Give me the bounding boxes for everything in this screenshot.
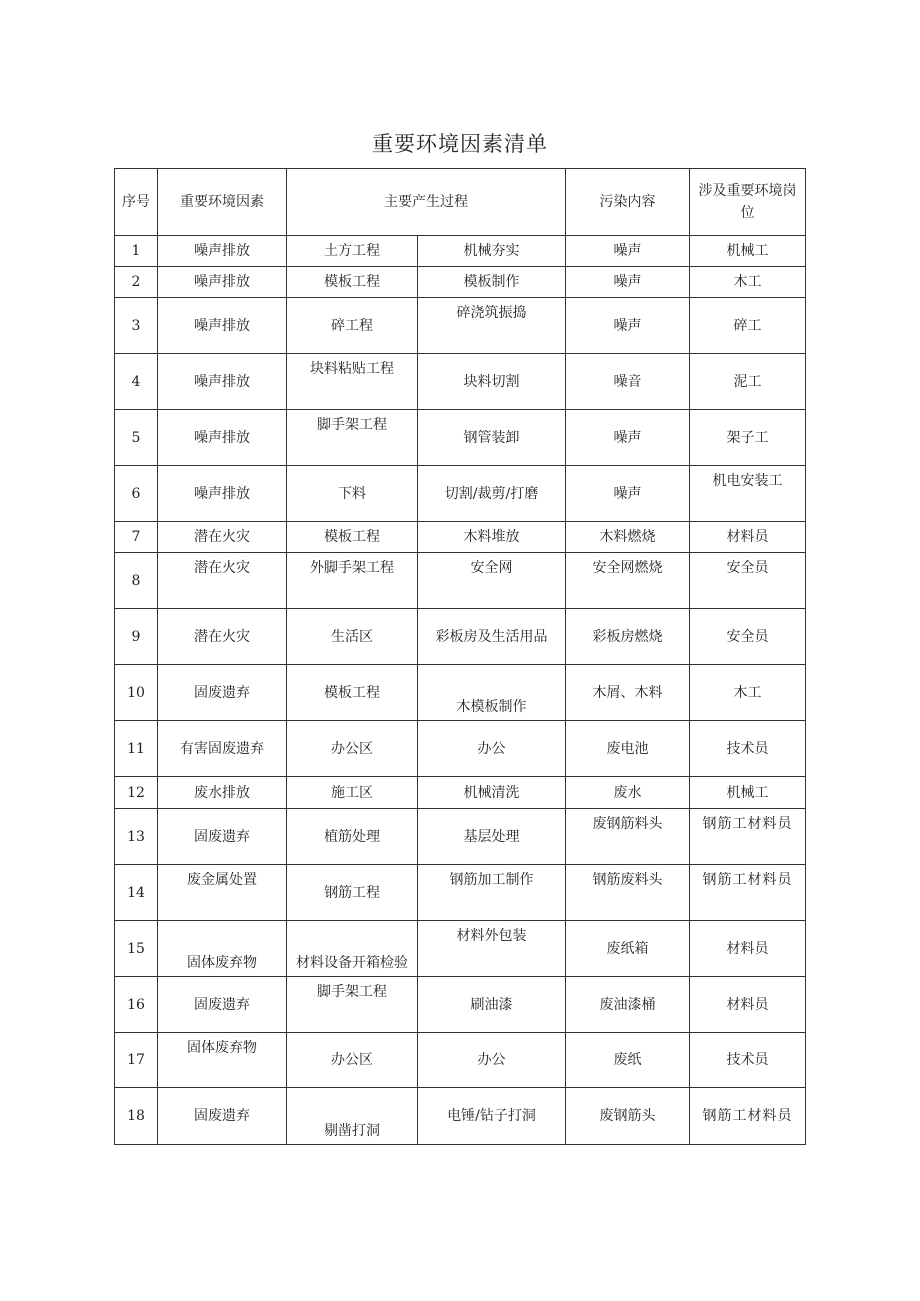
cell-factor: 固体废弃物 bbox=[158, 921, 287, 977]
cell-process-main: 脚手架工程 bbox=[287, 977, 418, 1033]
cell-factor: 潜在火灾 bbox=[158, 522, 287, 553]
cell-factor: 噪声排放 bbox=[158, 466, 287, 522]
cell-post: 碎工 bbox=[690, 298, 806, 354]
cell-process-detail: 模板制作 bbox=[418, 267, 566, 298]
cell-factor: 固废遗弃 bbox=[158, 665, 287, 721]
cell-seq: 17 bbox=[115, 1033, 158, 1088]
table-row bbox=[115, 298, 806, 354]
cell-seq: 6 bbox=[115, 466, 158, 522]
cell-pollution: 废电池 bbox=[566, 721, 690, 777]
cell-seq: 13 bbox=[115, 809, 158, 865]
cell-seq: 16 bbox=[115, 977, 158, 1033]
cell-seq: 9 bbox=[115, 609, 158, 665]
cell-process-detail: 钢管装卸 bbox=[418, 410, 566, 466]
table-row bbox=[115, 865, 806, 921]
cell-factor: 固体废弃物 bbox=[158, 1033, 287, 1088]
cell-process-detail: 材料外包装 bbox=[418, 921, 566, 977]
table-row bbox=[115, 553, 806, 609]
cell-process-detail: 木料堆放 bbox=[418, 522, 566, 553]
cell-pollution: 噪声 bbox=[566, 298, 690, 354]
table-row bbox=[115, 522, 806, 553]
cell-seq: 4 bbox=[115, 354, 158, 410]
cell-process-detail: 碎浇筑振捣 bbox=[418, 298, 566, 354]
cell-process-main: 材料设备开箱检验 bbox=[287, 921, 418, 977]
table-header-row bbox=[115, 169, 806, 236]
cell-post: 架子工 bbox=[690, 410, 806, 466]
cell-process-main: 办公区 bbox=[287, 721, 418, 777]
cell-seq: 5 bbox=[115, 410, 158, 466]
cell-process-main: 外脚手架工程 bbox=[287, 553, 418, 609]
table-row bbox=[115, 1033, 806, 1088]
cell-pollution: 木屑、木料 bbox=[566, 665, 690, 721]
cell-post: 材料员 bbox=[690, 921, 806, 977]
cell-pollution: 噪声 bbox=[566, 410, 690, 466]
header-post: 涉及重要环境岗位 bbox=[690, 169, 806, 236]
cell-process-detail: 切割/裁剪/打磨 bbox=[418, 466, 566, 522]
page-title: 重要环境因素清单 bbox=[372, 132, 548, 156]
cell-pollution: 噪声 bbox=[566, 466, 690, 522]
cell-process-main: 脚手架工程 bbox=[287, 410, 418, 466]
cell-seq: 7 bbox=[115, 522, 158, 553]
cell-process-detail: 钢筋加工制作 bbox=[418, 865, 566, 921]
cell-process-detail: 彩板房及生活用品 bbox=[418, 609, 566, 665]
table-row bbox=[115, 721, 806, 777]
cell-process-main: 生活区 bbox=[287, 609, 418, 665]
table-row bbox=[115, 410, 806, 466]
table-row bbox=[115, 777, 806, 809]
cell-post: 机械工 bbox=[690, 236, 806, 267]
cell-factor: 噪声排放 bbox=[158, 267, 287, 298]
cell-post: 木工 bbox=[690, 267, 806, 298]
cell-factor: 废金属处置 bbox=[158, 865, 287, 921]
cell-process-main: 下料 bbox=[287, 466, 418, 522]
cell-process-detail: 木模板制作 bbox=[418, 665, 566, 721]
cell-post: 技术员 bbox=[690, 721, 806, 777]
cell-post: 泥工 bbox=[690, 354, 806, 410]
environment-factors-table bbox=[114, 168, 806, 1145]
cell-post: 机电安装工 bbox=[690, 466, 806, 522]
cell-seq: 18 bbox=[115, 1088, 158, 1145]
cell-factor: 固废遗弃 bbox=[158, 1088, 287, 1145]
cell-process-main: 植筋处理 bbox=[287, 809, 418, 865]
cell-seq: 15 bbox=[115, 921, 158, 977]
cell-pollution: 废纸 bbox=[566, 1033, 690, 1088]
cell-process-main: 块料粘贴工程 bbox=[287, 354, 418, 410]
table-row bbox=[115, 1088, 806, 1145]
cell-process-main: 办公区 bbox=[287, 1033, 418, 1088]
cell-factor: 有害固废遗弃 bbox=[158, 721, 287, 777]
cell-seq: 8 bbox=[115, 553, 158, 609]
table-row bbox=[115, 977, 806, 1033]
cell-process-main: 模板工程 bbox=[287, 665, 418, 721]
cell-process-main: 剔凿打洞 bbox=[287, 1088, 418, 1145]
cell-pollution: 木料燃烧 bbox=[566, 522, 690, 553]
cell-factor: 噪声排放 bbox=[158, 354, 287, 410]
cell-process-detail: 基层处理 bbox=[418, 809, 566, 865]
cell-factor: 潜在火灾 bbox=[158, 553, 287, 609]
cell-process-detail: 刷油漆 bbox=[418, 977, 566, 1033]
cell-seq: 2 bbox=[115, 267, 158, 298]
cell-process-detail: 电锤/钻子打洞 bbox=[418, 1088, 566, 1145]
cell-pollution: 废油漆桶 bbox=[566, 977, 690, 1033]
table-row bbox=[115, 809, 806, 865]
cell-seq: 14 bbox=[115, 865, 158, 921]
cell-process-detail: 块料切割 bbox=[418, 354, 566, 410]
table-row bbox=[115, 236, 806, 267]
cell-pollution: 安全网燃烧 bbox=[566, 553, 690, 609]
cell-pollution: 废钢筋头 bbox=[566, 1088, 690, 1145]
cell-pollution: 噪声 bbox=[566, 267, 690, 298]
cell-factor: 噪声排放 bbox=[158, 298, 287, 354]
cell-pollution: 彩板房燃烧 bbox=[566, 609, 690, 665]
cell-process-main: 施工区 bbox=[287, 777, 418, 809]
cell-process-detail: 安全网 bbox=[418, 553, 566, 609]
cell-seq: 11 bbox=[115, 721, 158, 777]
table-row bbox=[115, 354, 806, 410]
cell-process-detail: 机械夯实 bbox=[418, 236, 566, 267]
table-row bbox=[115, 665, 806, 721]
cell-seq: 12 bbox=[115, 777, 158, 809]
cell-post: 机械工 bbox=[690, 777, 806, 809]
cell-factor: 废水排放 bbox=[158, 777, 287, 809]
cell-factor: 噪声排放 bbox=[158, 410, 287, 466]
cell-process-main: 土方工程 bbox=[287, 236, 418, 267]
cell-factor: 潜在火灾 bbox=[158, 609, 287, 665]
table-row bbox=[115, 466, 806, 522]
cell-process-detail: 机械清洗 bbox=[418, 777, 566, 809]
cell-post: 木工 bbox=[690, 665, 806, 721]
cell-process-main: 模板工程 bbox=[287, 267, 418, 298]
cell-factor: 固废遗弃 bbox=[158, 809, 287, 865]
header-factor: 重要环境因素 bbox=[158, 169, 287, 236]
header-process: 主要产生过程 bbox=[287, 169, 566, 236]
cell-process-main: 模板工程 bbox=[287, 522, 418, 553]
cell-pollution: 废纸箱 bbox=[566, 921, 690, 977]
cell-process-detail: 办公 bbox=[418, 721, 566, 777]
cell-post: 安全员 bbox=[690, 553, 806, 609]
cell-pollution: 钢筋废料头 bbox=[566, 865, 690, 921]
table-row bbox=[115, 609, 806, 665]
cell-post: 材料员 bbox=[690, 977, 806, 1033]
cell-process-main: 钢筋工程 bbox=[287, 865, 418, 921]
cell-post: 材料员 bbox=[690, 522, 806, 553]
cell-seq: 1 bbox=[115, 236, 158, 267]
cell-factor: 噪声排放 bbox=[158, 236, 287, 267]
cell-pollution: 噪音 bbox=[566, 354, 690, 410]
cell-process-detail: 办公 bbox=[418, 1033, 566, 1088]
cell-post: 安全员 bbox=[690, 609, 806, 665]
table-row bbox=[115, 921, 806, 977]
header-pollution: 污染内容 bbox=[566, 169, 690, 236]
cell-post: 钢筋工材料员 bbox=[690, 865, 806, 921]
cell-factor: 固废遗弃 bbox=[158, 977, 287, 1033]
cell-post: 技术员 bbox=[690, 1033, 806, 1088]
cell-pollution: 废水 bbox=[566, 777, 690, 809]
cell-pollution: 噪声 bbox=[566, 236, 690, 267]
cell-seq: 3 bbox=[115, 298, 158, 354]
table-row bbox=[115, 267, 806, 298]
cell-process-main: 碎工程 bbox=[287, 298, 418, 354]
cell-post: 钢筋工材料员 bbox=[690, 1088, 806, 1145]
cell-post: 钢筋工材料员 bbox=[690, 809, 806, 865]
cell-seq: 10 bbox=[115, 665, 158, 721]
header-seq: 序号 bbox=[115, 169, 158, 236]
cell-pollution: 废钢筋料头 bbox=[566, 809, 690, 865]
